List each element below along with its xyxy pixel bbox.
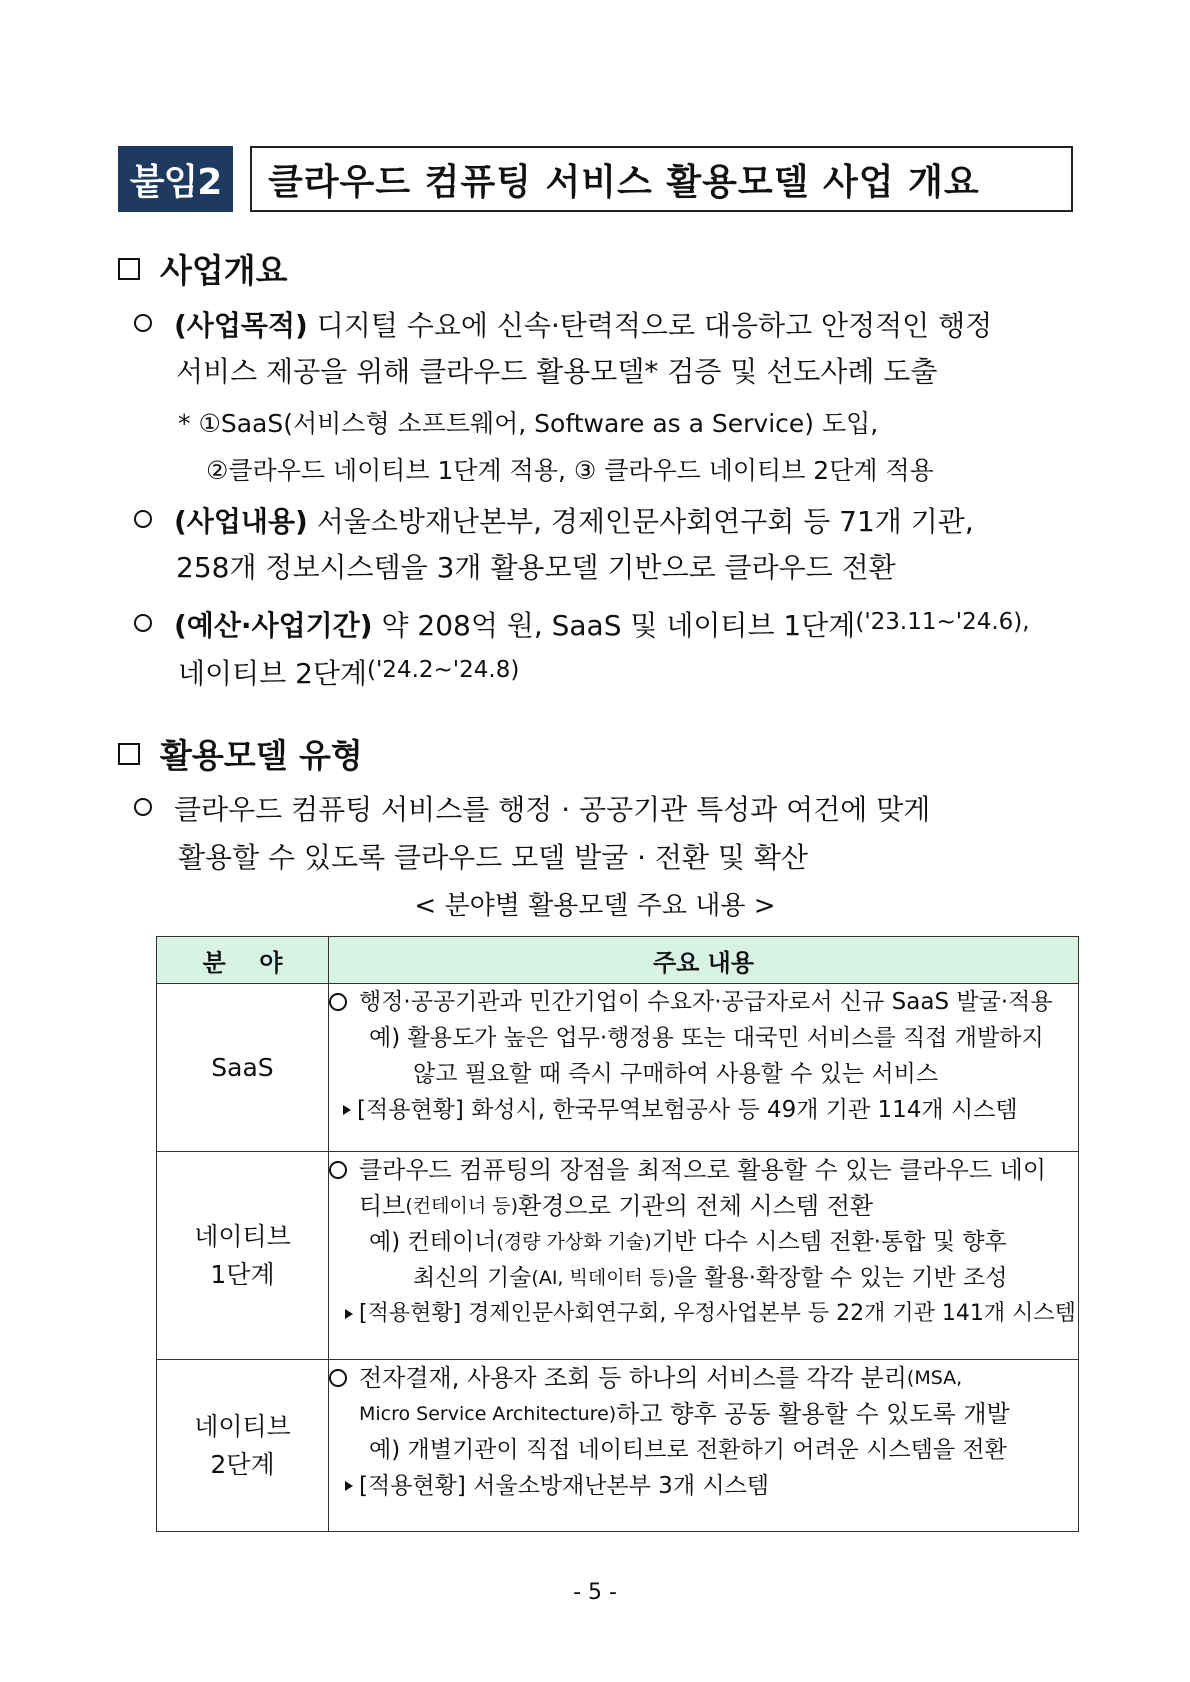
models-text-2: 활용할 수 있도록 클라우드 모델 발굴 · 전환 및 확산 [178,841,808,874]
content-cell [329,1360,1079,1532]
content-text-2: 258개 정보시스템을 3개 활용모델 기반으로 클라우드 전환 [176,551,896,584]
content-label: (사업내용) [174,505,308,538]
header-field: 분 야 [157,937,329,984]
field-name-2: 2단계 [210,1449,275,1479]
title-bar [118,146,1073,212]
content-main-cont: Micro Service Architecture) 하고 향후 공동 활용할 수 있도록 개발 [359,1400,1010,1428]
circle-bullet-icon [329,1369,347,1387]
budget-line-2 [178,652,519,692]
purpose-text-2: 서비스 제공을 위해 클라우드 활용모델* 검증 및 선도사례 도출 [176,355,938,388]
model-table [156,936,1079,1532]
table-row [157,984,1079,1152]
page-number: - 5 - [573,1580,617,1605]
purpose-label: (사업목적) [174,309,308,342]
circle-bullet-icon [329,1161,347,1179]
budget-label: (예산·사업기간) [174,609,373,642]
field-name-1: 네이티브 [194,1411,291,1441]
field-cell [157,1152,329,1360]
triangle-bullet-icon [343,1105,351,1115]
circle-bullet-icon [134,614,152,632]
square-bullet-icon [118,743,140,765]
header-content: 주요 내용 [329,937,1079,984]
content-main: 행정·공공기관과 민간기업이 수요자·공급자로서 신규 SaaS 발굴·적용 [329,984,1078,1020]
content-example-cont: 않고 필요할 때 즉시 구매하여 사용할 수 있는 서비스 [413,1061,939,1087]
field-name-2: 1단계 [210,1259,275,1289]
models-line-1 [134,788,930,828]
triangle-bullet-icon [345,1309,353,1319]
models-text-1: 클라우드 컴퓨팅 서비스를 행정 · 공공기관 특성과 여건에 맞게 [174,793,931,826]
budget-line-1 [134,604,1030,644]
table-row [157,1360,1079,1532]
content-line-1 [134,500,974,540]
table-row [157,1152,1079,1360]
table-header-row [157,937,1079,984]
page-title: 클라우드 컴퓨팅 서비스 활용모델 사업 개요 [250,146,1073,212]
circle-bullet-icon [134,510,152,528]
field-cell [157,984,329,1152]
content-main-cont: 티브 (컨테이너 등) 환경으로 기관의 전체 시스템 전환 [359,1192,874,1220]
budget-period-1: ('23.11~'24.6), [855,609,1030,635]
content-main: 전자결재, 사용자 조회 등 하나의 서비스를 각각 분리 (MSA, [329,1360,1078,1396]
content-example: 예) 컨테이너 (경량 가상화 기술) 기반 다수 시스템 전환·통합 및 향후 [369,1229,1007,1255]
content-status: [적용현황] 경제인문사회연구회, 우정사업본부 등 22개 기관 141개 시스템 [329,1296,1078,1332]
content-status: [적용현황] 서울소방재난본부 3개 시스템 [329,1468,1078,1504]
budget-text-2: 네이티브 2단계 [178,657,368,690]
section-heading-text: 사업개요 [160,251,288,290]
section-heading-text: 활용모델 유형 [160,736,363,775]
section-heading-models [118,730,363,777]
footnote-line-1: * ①SaaS(서비스형 소프트웨어, Software as a Service) 도입, [178,409,879,438]
budget-period-2: ('24.2~'24.8) [367,657,520,683]
field-name: SaaS [211,1052,274,1082]
circle-bullet-icon [134,314,152,332]
square-bullet-icon [118,258,140,280]
purpose-text-1: 디지털 수요에 신속·탄력적으로 대응하고 안정적인 행정 [316,309,993,342]
content-main: 클라우드 컴퓨팅의 장점을 최적으로 활용할 수 있는 클라우드 네이 [329,1152,1078,1188]
content-example: 예) 개별기관이 직접 네이티브로 전환하기 어려운 시스템을 전환 [369,1437,1007,1463]
content-example: 예) 활용도가 높은 업무·행정용 또는 대국민 서비스를 직접 개발하지 [369,1025,1044,1051]
content-cell [329,1152,1079,1360]
section-heading-overview [118,245,288,292]
content-cell [329,984,1079,1152]
field-name-1: 네이티브 [194,1221,291,1251]
field-cell [157,1360,329,1532]
content-text-1: 서울소방재난본부, 경제인문사회연구회 등 71개 기관, [316,505,974,538]
circle-bullet-icon [134,798,152,816]
table-caption: < 분야별 활용모델 주요 내용 > [414,891,776,921]
content-line-2 [176,546,896,586]
triangle-bullet-icon [345,1481,353,1491]
models-line-2 [178,836,808,876]
circle-bullet-icon [329,993,347,1011]
purpose-line-2 [176,350,937,390]
footnote-line-2: ②클라우드 네이티브 1단계 적용, ③ 클라우드 네이티브 2단계 적용 [206,456,934,485]
attachment-badge: 붙임2 [118,146,233,212]
budget-text-1: 약 208억 원, SaaS 및 네이티브 1단계 [381,609,856,642]
content-example-cont: 최신의 기술 (AI, 빅데이터 등) 을 활용·확장할 수 있는 기반 조성 [413,1265,1008,1291]
content-status: [적용현황] 화성시, 한국무역보험공사 등 49개 기관 114개 시스템 [329,1092,1078,1128]
purpose-line-1 [134,304,992,344]
